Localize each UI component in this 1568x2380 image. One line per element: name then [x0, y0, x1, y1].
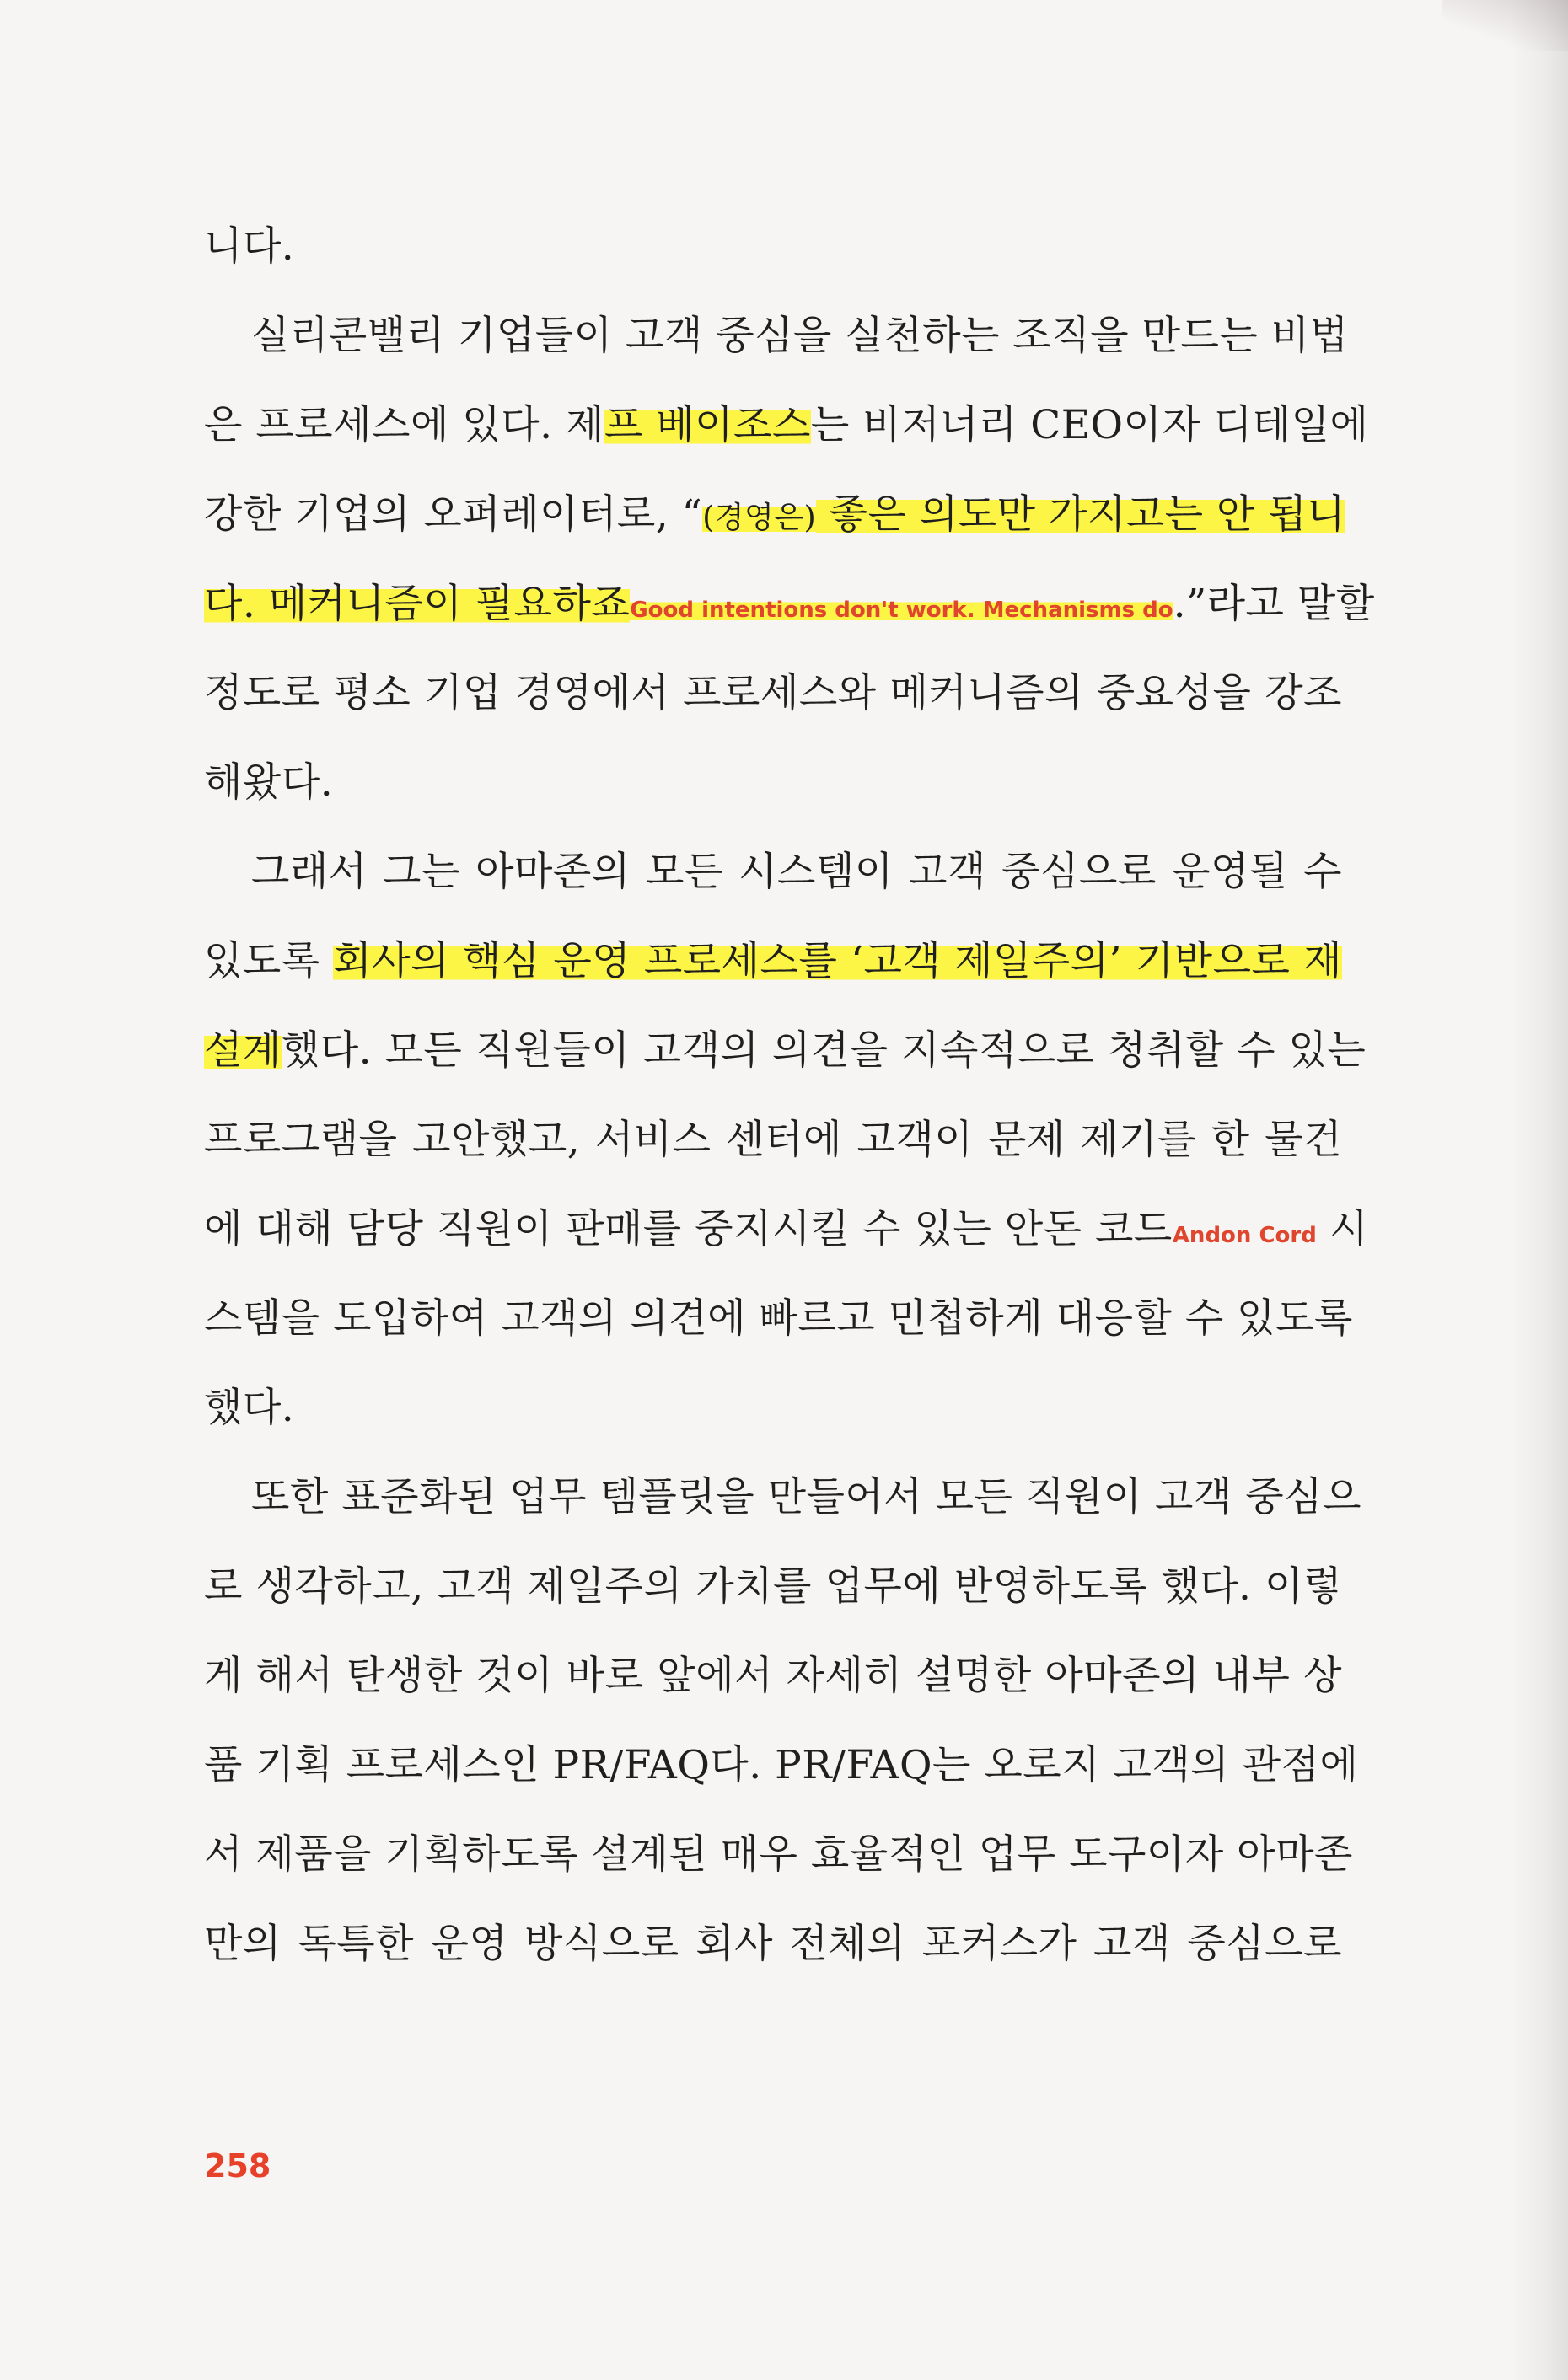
text-line-14: 했다.: [204, 1385, 295, 1431]
english-gloss: Andon Cord: [1172, 1223, 1317, 1248]
text-line-5: [204, 575, 1375, 634]
text-segment: 은 프로세스에 있다. 제: [204, 402, 604, 448]
text-line-16: 로 생각하고, 고객 제일주의 가치를 업무에 반영하도록 했다. 이렇: [204, 1563, 1342, 1610]
highlighted-text: 프 베이조스: [604, 402, 811, 448]
text-line-11: 프로그램을 고안했고, 서비스 센터에 고객이 문제 제기를 한 물건: [204, 1117, 1342, 1163]
page-edge-shadow: [1509, 0, 1568, 2380]
text-segment: 는 비저너리 CEO이자 디테일에: [810, 402, 1369, 448]
text-line-1: 니다.: [204, 223, 295, 270]
text-line-10: [204, 1021, 1367, 1080]
text-segment: .”라고 말할: [1173, 581, 1375, 627]
text-segment: 강한 기업의 오퍼레이터로, “: [204, 491, 703, 538]
text-line-17: 게 해서 탄생한 것이 바로 앞에서 자세히 설명한 아마존의 내부 상: [204, 1653, 1342, 1699]
text-line-13: 스템을 도입하여 고객의 의견에 빠르고 민첩하게 대응할 수 있도록: [204, 1295, 1353, 1342]
text-line-12: [204, 1200, 1369, 1259]
text-line-6: 정도로 평소 기업 경영에서 프로세스와 메커니즘의 중요성을 강조: [204, 670, 1342, 716]
highlighted-text: 설계: [204, 1027, 282, 1074]
text-segment: 에 대해 담당 직원이 판매를 중지시킬 수 있는 안돈 코드: [204, 1206, 1173, 1252]
page-corner-shade: [1442, 0, 1568, 51]
text-segment: 했다. 모든 직원들이 고객의 의견을 지속적으로 청취할 수 있는: [281, 1027, 1367, 1074]
text-line-18: 품 기획 프로세스인 PR/FAQ다. PR/FAQ는 오로지 고객의 관점에: [204, 1742, 1359, 1788]
text-line-15: 또한 표준화된 업무 템플릿을 만들어서 모든 직원이 고객 중심으: [251, 1474, 1361, 1520]
highlighted-text: 회사의 핵심 운영 프로세스를 ‘고객 제일주의’ 기반으로 재: [333, 938, 1342, 984]
text-line-19: 서 제품을 기획하도록 설계된 매우 효율적인 업무 도구이자 아마존: [204, 1831, 1353, 1878]
highlighted-text: 좋은 의도만 가지고는 안 됩니: [816, 491, 1346, 538]
text-segment: 시: [1316, 1206, 1369, 1252]
text-line-4: [204, 485, 1346, 544]
text-line-2: 실리콘밸리 기업들이 고객 중심을 실천하는 조직을 만드는 비법: [251, 313, 1349, 359]
english-gloss: Good intentions don't work. Mechanisms do: [630, 598, 1173, 623]
text-line-20: 만의 독특한 운영 방식으로 회사 전체의 포커스가 고객 중심으로: [204, 1921, 1342, 1967]
parenthetical-text: (경영은): [702, 501, 817, 535]
text-line-9: [204, 932, 1342, 991]
highlighted-text: 다. 메커니즘이 필요하죠: [204, 581, 631, 627]
text-line-3: [204, 396, 1369, 455]
page-number: 258: [204, 2147, 271, 2184]
text-line-7: 해왔다.: [204, 759, 334, 806]
text-segment: 있도록: [204, 938, 334, 984]
text-line-8: 그래서 그는 아마존의 모든 시스템이 고객 중심으로 운영될 수: [251, 849, 1342, 895]
